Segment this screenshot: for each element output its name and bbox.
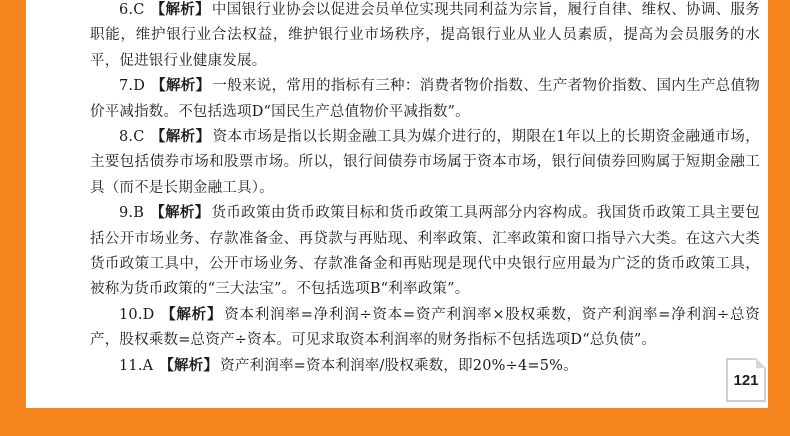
answer-item (90, 303, 760, 354)
answer-text: 一般来说，常用的指标有三种：消费者物价指数、生产者物价指数、国内生产总值物价平减指数。不包括选项D“国民生产总值物价平减指数”。 (90, 78, 760, 120)
answer-number: 11.A (119, 357, 154, 374)
answer-number: 9.B (119, 205, 145, 222)
analysis-tag: 【解析】 (150, 205, 210, 222)
answer-item (90, 0, 760, 74)
answer-number: 8.C (119, 129, 145, 146)
page-number-box (726, 358, 766, 402)
book-page (26, 0, 768, 408)
answer-number: 10.D (119, 306, 155, 323)
answer-text: 资产利润率=资本利润率/股权乘数，即20%÷4=5%。 (220, 357, 578, 374)
answer-text: 资本市场是指以长期金融工具为媒介进行的，期限在1年以上的长期资金融通市场，主要包括债券市场和股票市场。所以，银行间债券市场属于资本市场，银行间债券回购属于短期金融工具（而不是长期金融工具）。 (90, 129, 760, 196)
answer-text: 中国银行业协会以促进会员单位实现共同利益为宗旨，履行自律、维权、协调、服务职能，维护银行业合法权益，维护银行业市场秩序，提高银行业从业人员素质，提高为会员服务的水平，促进银行业健康发展。 (90, 2, 760, 69)
answer-number: 6.C (119, 2, 145, 18)
answer-item (90, 74, 760, 125)
answer-text: 货币政策由货币政策目标和货币政策工具两部分内容构成。我国货币政策工具主要包括公开市场业务、存款准备金、再贷款与再贴现、利率政策、汇率政策和窗口指导六大类。在这六大类货币政策工具中，公开市场业务、存款准备金和再贴现是现代中央银行应用最为广泛的货币政策工具，被称为货币政策的“三大法宝”。不包括选项B“利率政策”。 (90, 205, 760, 298)
answer-list (90, 0, 760, 379)
analysis-tag: 【解析】 (159, 357, 219, 374)
answer-text: 资本利润率=净利润÷资本=资产利润率×股权乘数，资产利润率=净利润÷总资产，股权乘数=总资产÷资本。可见求取资本利润率的财务指标不包括选项D“总负债”。 (90, 306, 760, 349)
analysis-tag: 【解析】 (160, 306, 223, 323)
page-corner-fold (756, 358, 766, 368)
analysis-tag: 【解析】 (150, 129, 211, 146)
page-number: 121 (733, 372, 759, 389)
answer-item (90, 201, 760, 303)
analysis-tag: 【解析】 (151, 78, 211, 95)
answer-number: 7.D (119, 78, 146, 95)
answer-item (90, 125, 760, 201)
analysis-tag: 【解析】 (150, 2, 210, 18)
answer-item (90, 354, 760, 379)
